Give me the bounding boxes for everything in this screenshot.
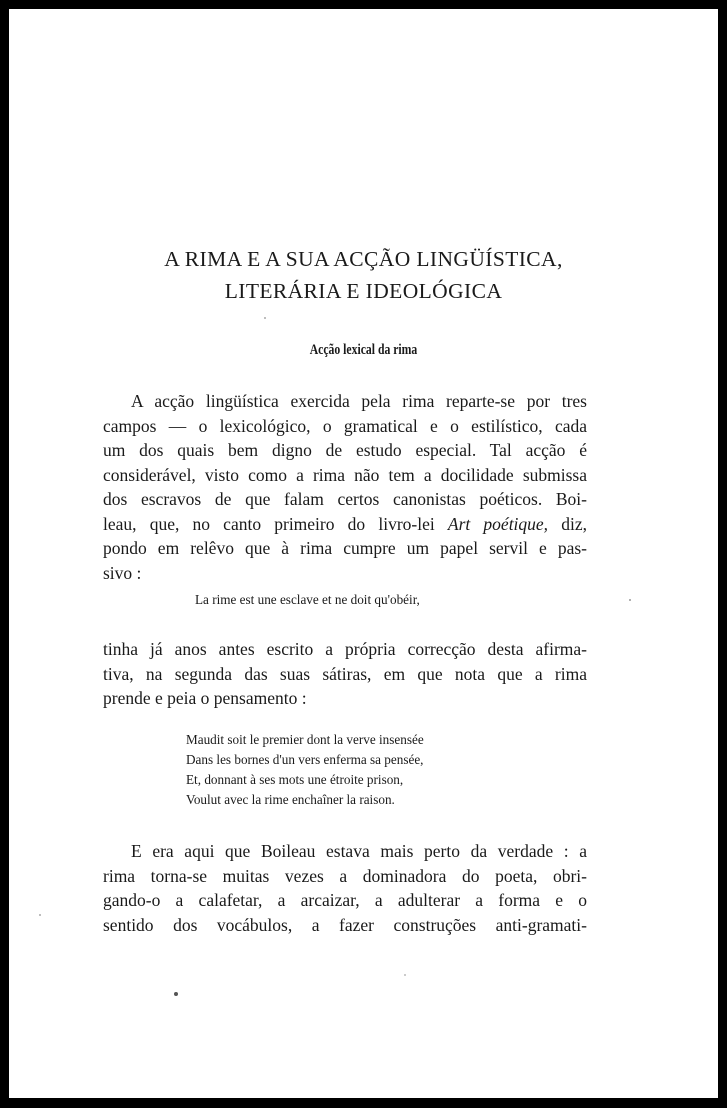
dust-speck	[264, 317, 266, 319]
chapter-title-line-2: LITERÁRIA E IDEOLÓGICA	[224, 279, 503, 303]
text-line	[103, 512, 587, 537]
text-line: tinha já anos antes escrito a própria correcção desta afirma-	[103, 639, 587, 659]
verse-quote-1: La rime est une esclave et ne doit qu'obéir,	[195, 592, 420, 607]
paragraph-1	[103, 389, 587, 585]
dust-speck	[39, 914, 41, 916]
text-line: tiva, na segunda das suas sátiras, em que nota que a rima	[103, 663, 587, 684]
verse-line: Dans les bornes d'un vers enferma sa pensée,	[186, 752, 424, 767]
text-line: rima torna-se muitas vezes a dominadora do poeta, obri-	[103, 865, 587, 886]
text-line: gando-o a calafetar, a arcaizar, a adulterar a forma e o	[103, 890, 587, 910]
verse-line: Maudit soit le premier dont la verve insensée	[186, 732, 424, 747]
text-line: A acção lingüística exercida pela rima reparte-se por tres	[131, 391, 587, 411]
dust-speck	[174, 992, 178, 996]
verse-quote-2	[186, 730, 424, 810]
verse-line: Voulut avec la rime enchaîner la raison.	[186, 792, 395, 807]
paragraph-3	[103, 839, 587, 937]
chapter-title-line-1: A RIMA E A SUA ACÇÃO LINGÜÍSTICA,	[164, 247, 563, 271]
dust-speck	[404, 974, 406, 976]
text-line: um dos quais bem digno de estudo especial. Tal acção é	[103, 440, 587, 460]
section-heading: Acção lexical da rima	[309, 342, 418, 358]
text-line: prende e peia o pensamento :	[103, 688, 307, 708]
text-line: sivo :	[103, 562, 142, 583]
paragraph-2	[103, 637, 587, 711]
text-fragment: leau, que, no canto primeiro do livro-lei	[103, 513, 448, 534]
dust-speck	[629, 599, 631, 601]
text-line: pondo em relêvo que à rima cumpre um papel servil e pas-	[103, 538, 587, 558]
book-title: Art poétique,	[447, 513, 549, 534]
text-line: sentido dos vocábulos, a fazer construções anti-gramati-	[103, 914, 587, 935]
text-line: dos escravos de que falam certos canonistas poéticos. Boi-	[103, 489, 587, 509]
verse-line: Et, donnant à ses mots une étroite prison,	[186, 772, 404, 787]
text-line: E era aqui que Boileau estava mais perto da verdade : a	[131, 841, 587, 861]
scanned-page	[9, 9, 718, 1098]
text-line: campos — o lexicológico, o gramatical e o estilístico, cada	[103, 415, 587, 436]
text-line: considerável, visto como a rima não tem a docilidade submissa	[103, 464, 587, 485]
text-fragment: diz,	[548, 513, 587, 534]
